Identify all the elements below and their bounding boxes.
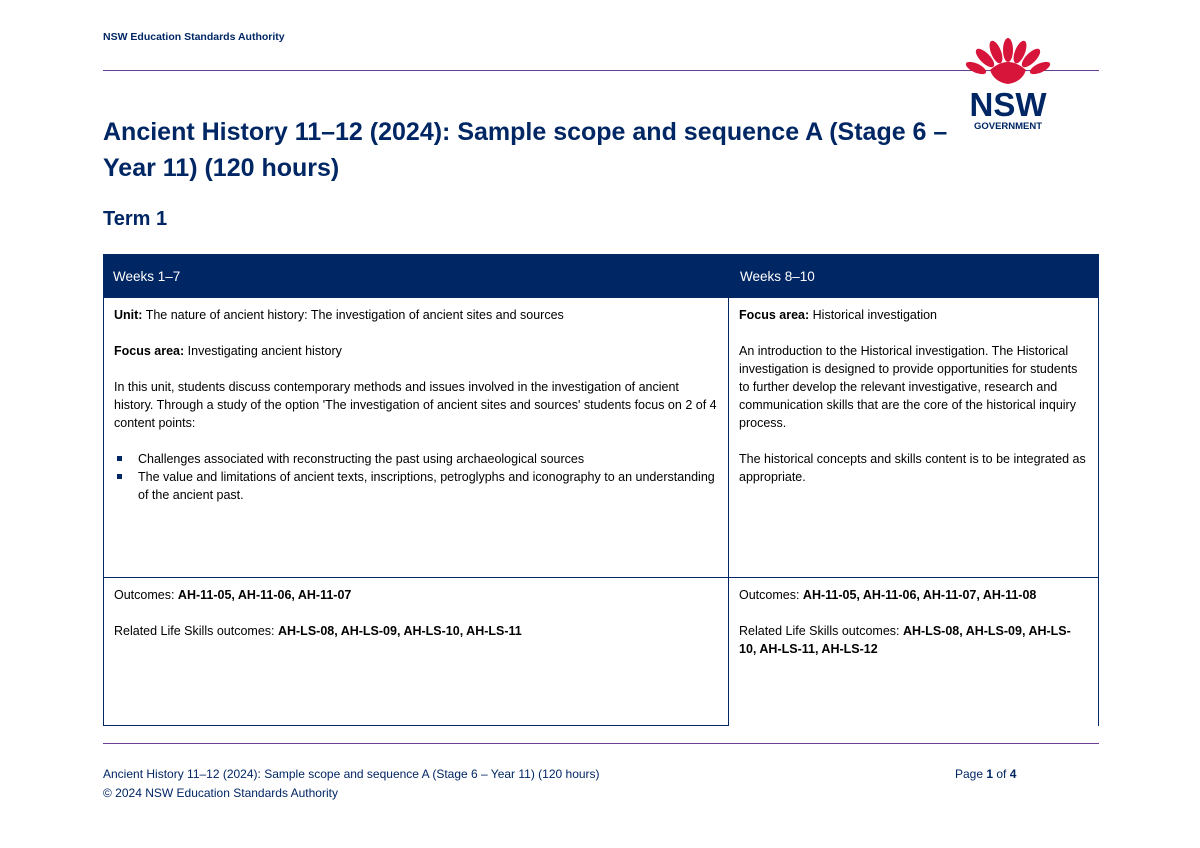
page-mid: of <box>993 767 1010 781</box>
investigation-cell <box>729 298 1099 577</box>
page-prefix: Page <box>955 767 987 781</box>
page-total: 4 <box>1009 767 1017 781</box>
waratah-icon <box>964 38 1052 84</box>
outcomes-label: Outcomes: <box>114 588 178 602</box>
scope-sequence-table <box>103 254 1099 726</box>
column-header-weeks-1-7: Weeks 1–7 <box>113 269 181 284</box>
column-header-weeks-8-10: Weeks 8–10 <box>740 269 815 284</box>
list-item-text: Challenges associated with reconstructing the past using archaeological sources <box>138 452 585 466</box>
unit-text: The nature of ancient history: The investigation of ancient sites and sources <box>142 308 564 322</box>
table-header-row <box>103 254 1099 298</box>
focus-area-line <box>114 342 718 360</box>
outcomes-codes: AH-11-05, AH-11-06, AH-11-07 <box>177 588 352 602</box>
investigation-intro: An introduction to the Historical investigation. The Historical investigation is designed to provide opportunities for students to further develop the relevant investigative, research and communication skills that are the core of the historical inquiry process. <box>739 344 1078 430</box>
outcomes-line <box>739 586 1088 604</box>
outcomes-line <box>114 586 718 604</box>
focus-area-label: Focus area: <box>739 308 810 322</box>
list-item <box>114 450 718 468</box>
focus-area-line <box>739 306 1088 324</box>
focus-area-text: Investigating ancient history <box>184 344 342 358</box>
unit-cell <box>103 298 729 577</box>
focus-area-label: Focus area: <box>114 344 185 358</box>
page-current: 1 <box>986 767 994 781</box>
life-skills-line <box>739 622 1088 658</box>
header-divider <box>103 70 1099 71</box>
life-skills-label: Related Life Skills outcomes: <box>739 624 903 638</box>
life-skills-codes: AH-LS-08, AH-LS-09, AH-LS-10, AH-LS-11, AH-LS-12 <box>739 624 1071 656</box>
list-item <box>114 468 718 504</box>
page-number <box>955 765 1016 784</box>
logo-text-government: GOVERNMENT <box>973 121 1043 132</box>
bullet-icon <box>117 456 122 461</box>
unit-label: Unit: <box>114 308 143 322</box>
content-points-list <box>114 450 718 504</box>
section-heading-term: Term 1 <box>103 208 168 230</box>
footer-divider <box>103 743 1099 744</box>
unit-line <box>114 306 718 324</box>
outcomes-label: Outcomes: <box>739 588 803 602</box>
life-skills-label: Related Life Skills outcomes: <box>114 624 278 638</box>
org-name: NSW Education Standards Authority <box>103 31 285 43</box>
outcomes-cell-weeks-8-10 <box>729 577 1099 726</box>
life-skills-line <box>114 622 718 640</box>
unit-intro: In this unit, students discuss contemporary methods and issues involved in the investigation of ancient history. Through a study of the option 'The investigation of ancient sites and sources' students focus on 2 of 4 content points: <box>114 380 717 430</box>
footer-copyright: © 2024 NSW Education Standards Authority <box>103 786 338 800</box>
bullet-icon <box>117 474 122 479</box>
outcomes-codes: AH-11-05, AH-11-06, AH-11-07, AH-11-08 <box>802 588 1037 602</box>
outcomes-cell-weeks-1-7 <box>103 577 729 726</box>
footer-doc-title: Ancient History 11–12 (2024): Sample scope and sequence A (Stage 6 – Year 11) (120 hours) <box>103 767 600 781</box>
logo-text-nsw: NSW <box>969 86 1047 123</box>
list-item-text: The value and limitations of ancient texts, inscriptions, petroglyphs and iconography to an understanding of the ancient past. <box>138 470 715 502</box>
concepts-note: The historical concepts and skills content is to be integrated as appropriate. <box>739 452 1086 484</box>
life-skills-codes: AH-LS-08, AH-LS-09, AH-LS-10, AH-LS-11 <box>277 624 522 638</box>
focus-area-text: Historical investigation <box>809 308 938 322</box>
nsw-government-logo <box>960 36 1056 136</box>
footer-left <box>103 765 600 803</box>
page-title: Ancient History 11–12 (2024): Sample scope and sequence A (Stage 6 – Year 11) (120 hours) <box>103 118 948 182</box>
